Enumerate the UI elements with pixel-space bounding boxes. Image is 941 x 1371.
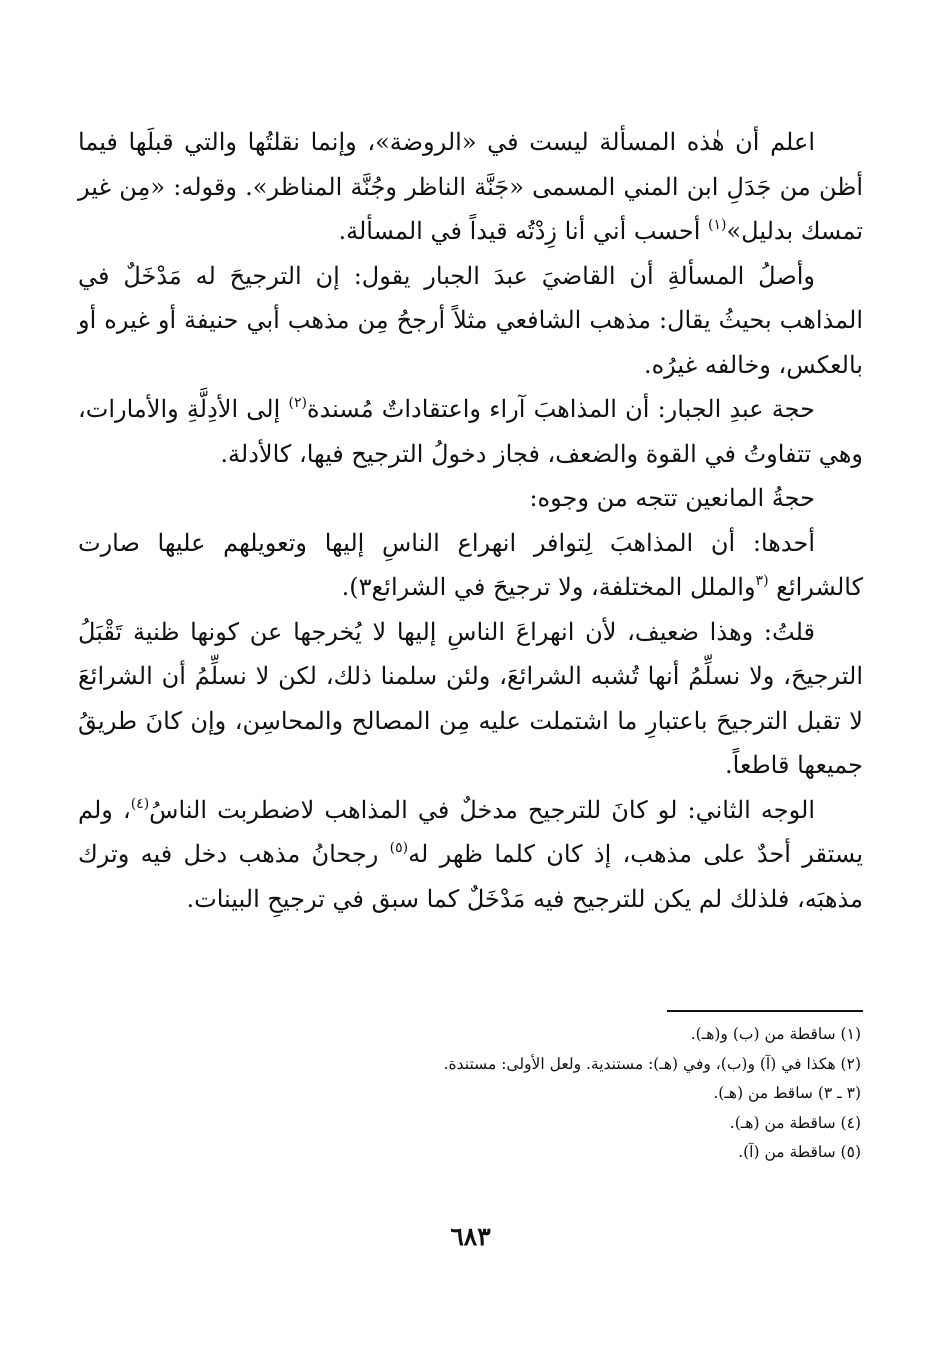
footnote-marker: (٤) [130,795,150,812]
paragraph [78,387,863,476]
footnote-marker: (٥) [389,840,409,856]
paragraph-text: رجحانُ مذهب دخل فيه وترك مذهبَه، فلذلك لم يكن للترجيح فيه مَدْخَلٌ كما سبق في ترجيحِ البينات. [78,840,863,913]
paragraph-text: الوجه الثاني: لو كانَ للترجيح مدخلٌ في المذاهب لاضطربت الناسُ [149,795,816,824]
paragraph-text: اعلم أن هٰذه المسألة ليست في «الروضة»، وإنما نقلتُها والتي قبلَها فيما أظن من جَدَلِ ابن المني المسمى «جَنَّة الناظر وجُنَّة المناظر». وقوله: «مِن غير تمسك بدليل» [78,128,863,245]
paragraph-text: حجةُ المانعين تتجه من وجوه: [529,484,815,512]
paragraph-text: حجة عبدِ الجبار: أن المذاهبَ آراء واعتقاداتٌ مُسندة [306,395,815,423]
main-text [78,120,863,921]
paragraph [78,610,863,788]
footnote-marker: (٢) [288,395,307,411]
page-number: ٦٨٣ [450,1222,491,1251]
footnote: (٤) ساقطة من (هـ). [729,1113,861,1132]
paragraph [78,476,863,521]
paragraph [78,521,863,610]
paragraph [78,788,863,922]
footnote: (١) ساقطة من (ب) و(هـ). [690,1025,861,1043]
paragraph-text: إلى الأدِلَّةِ والأمارات، وهي تتفاوتُ في القوة والضعف، فجاز دخولُ الترجيح فيها، كالأدلة. [78,395,863,468]
footnotes [78,1020,861,1168]
footnote: (٣ ـ ٣) ساقط من (هـ). [713,1084,861,1102]
footnote: (٢) هكذا في (آ) و(ب)، وفي (هـ): مستندية. ولعل الأولى: مستندة. [443,1054,861,1073]
paragraph-text: وأصلُ المسألةِ أن القاضيَ عبدَ الجبار يقول: إن الترجيحَ له مَدْخَلٌ في المذاهب بحيثُ يقال: مذهب الشافعي مثلاً أرجحُ مِن مذهب أبي حنيفة أو غيره أو بالعكس، وخالفه غيرُه. [78,261,863,379]
paragraph-text: أحسب أني أنا زِدْتُه قيداً في المسألة. [338,217,709,245]
paragraph-text: قلتُ: وهذا ضعيف، لأن انهراعَ الناسِ إليها لا يُخرجها عن كونها ظنية تَقْبَلُ الترجيحَ، ولا نسلِّمُ أنها تُشبه الشرائعَ، ولئن سلمنا ذلك، لكن لا نسلِّمُ أن الشرائعَ لا تقبل الترجيحَ باعتبارِ ما اشتملت عليه مِن المصالح والمحاسِن، وإن كانَ طريقُ جميعها قاطعاً. [78,617,863,779]
footnote-separator [667,1010,863,1012]
paragraph [78,120,863,254]
paragraph-text: ، ولم يستقر أحدٌ على مذهب، إذ كان كلما ظهر له [78,795,864,868]
paragraph-text: والملل المختلفة، ولا ترجيحَ في الشرائع٣). [341,573,756,601]
footnote: (٥) ساقطة من (آ). [738,1143,861,1161]
paragraph-text: أحدها: أن المذاهبَ لِتوافر انهراع الناسِ إليها وتعويلهم عليها صارت كالشرائع [78,528,863,601]
footnote-marker: (١) [708,217,727,233]
paragraph [78,254,863,388]
footnote-marker: (٣ [755,573,769,589]
